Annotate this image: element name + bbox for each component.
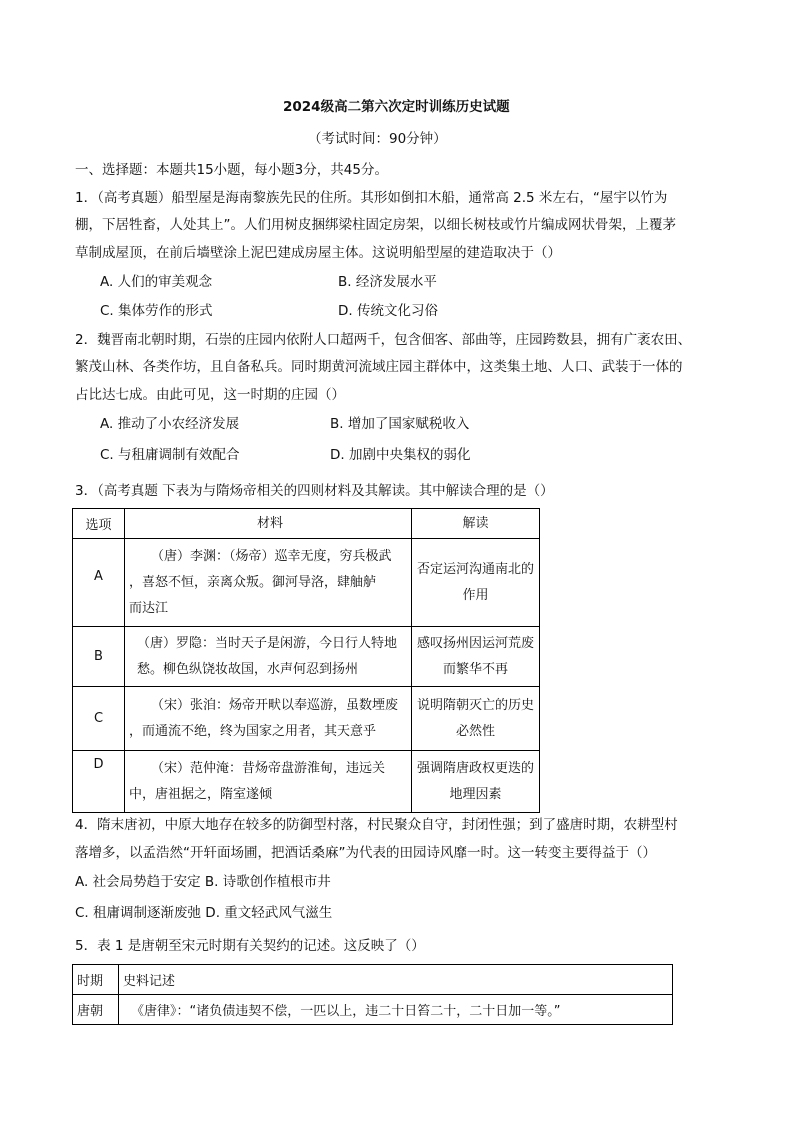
exam-time: （考试时间：90分钟） <box>308 131 447 147</box>
table-row <box>73 751 540 813</box>
q5-table <box>72 964 673 1025</box>
material-line: 而达江 <box>129 600 169 616</box>
row-material <box>125 687 412 751</box>
q1-option-c[interactable]: C. 集体劳作的形式 <box>100 303 213 319</box>
row-option: D <box>73 751 125 813</box>
reading-line: 地理因素 <box>449 786 502 802</box>
q1-line: 棚，下居牲畜，人处其上”。人们用树皮捆绑梁柱固定房架，以细长树枝或竹片编成网状骨架，上覆茅 <box>75 217 676 233</box>
table-row <box>73 687 540 751</box>
reading-line: 感叹扬州因运河荒废 <box>416 635 534 651</box>
table-row <box>73 627 540 687</box>
row-reading <box>412 751 540 813</box>
reading-line: 说明隋朝灭亡的历史 <box>416 697 534 713</box>
q2-option-b[interactable]: B. 增加了国家赋税收入 <box>330 416 470 432</box>
table-row <box>73 995 673 1025</box>
q5-stem: 5．表 1 是唐朝至宋元时期有关契约的记述。这反映了（） <box>75 938 425 954</box>
reading-line: 作用 <box>462 587 489 603</box>
q4-line: 落增多，以孟浩然“开轩面场圃，把酒话桑麻”为代表的田园诗风靡一时。这一转变主要得益于（） <box>75 845 656 861</box>
q2-line: 繁茂山林、各类作坊，且自备私兵。同时期黄河流域庄园主群体中，这类集土地、人口、武装于一体的 <box>75 359 683 375</box>
material-line: ，而通流不绝，终为国家之用者，其天意乎 <box>129 723 377 739</box>
q4-line: 4．隋末唐初，中原大地存在较多的防御型村落，村民聚众自守，封闭性强；到了盛唐时期，农耕型村 <box>75 817 678 833</box>
q2-line: 2．魏晋南北朝时期，石崇的庄园内依附人口超两千，包含佃客、部曲等，庄园跨数县，拥有广袤农田、 <box>75 332 692 348</box>
table-row <box>73 965 673 995</box>
q2-option-a[interactable]: A. 推动了小农经济发展 <box>100 416 240 432</box>
material-line: （唐）罗隐：当时天子是闲游，今日行人特地 <box>137 635 398 651</box>
table-header: 时期 <box>73 965 119 995</box>
q4-options-row[interactable]: A. 社会局势趋于安定 B. 诗歌创作植根市井 <box>75 874 331 890</box>
reading-line: 而繁华不再 <box>442 661 508 677</box>
material-line: 愁。柳色纵饶妆故国，水声何忍到扬州 <box>137 661 359 677</box>
q2-line: 占比达七成。由此可见，这一时期的庄园（） <box>75 387 345 403</box>
row-reading <box>412 627 540 687</box>
q1-option-a[interactable]: A. 人们的审美观念 <box>100 274 213 290</box>
record-cell: 《唐律》：“诸负债违契不偿，一匹以上，违二十日笞二十，二十日加一等。” <box>119 995 673 1025</box>
row-material <box>125 539 412 627</box>
material-line: ，喜怒不恒，亲离众叛。御河导洛，肆舳舻 <box>129 574 377 590</box>
q2-option-d[interactable]: D. 加剧中央集权的弱化 <box>330 447 471 463</box>
row-reading <box>412 539 540 627</box>
period-cell: 唐朝 <box>73 995 119 1025</box>
material-line: 中，唐祖据之，隋室遂倾 <box>129 786 273 802</box>
table-header: 解读 <box>412 509 540 539</box>
row-option: B <box>73 627 125 687</box>
material-line: （宋）张洎：炀帝开畎以奉巡游，虽数堙废 <box>151 697 399 713</box>
q1-option-d[interactable]: D. 传统文化习俗 <box>338 303 438 319</box>
reading-line: 强调隋唐政权更迭的 <box>416 760 534 776</box>
row-material <box>125 751 412 813</box>
q1-line: 1．（高考真题）船型屋是海南黎族先民的住所。其形如倒扣木船，通常高 2.5 米左右，“屋宇以竹为 <box>75 190 668 206</box>
q2-option-c[interactable]: C. 与租庸调制有效配合 <box>100 447 240 463</box>
table-header: 材料 <box>125 509 412 539</box>
exam-title: 2024级高二第六次定时训练历史试题 <box>283 99 510 115</box>
q1-line: 草制成屋顶，在前后墙壁涂上泥巴建成房屋主体。这说明船型屋的建造取决于（） <box>75 245 561 261</box>
reading-line: 必然性 <box>455 723 495 739</box>
row-material <box>125 627 412 687</box>
q3-stem: 3．（高考真题 下表为与隋炀帝相关的四则材料及其解读。其中解读合理的是（） <box>75 483 554 499</box>
table-header: 选项 <box>73 509 125 539</box>
material-line: （宋）范仲淹：昔炀帝盘游淮甸，违远关 <box>151 760 386 776</box>
q4-options-row[interactable]: C. 租庸调制逐渐废弛 D. 重文轻武风气滋生 <box>75 905 333 921</box>
section-heading: 一、选择题：本题共15小题，每小题3分，共45分。 <box>75 162 388 178</box>
row-reading <box>412 687 540 751</box>
q1-option-b[interactable]: B. 经济发展水平 <box>338 274 437 290</box>
table-row <box>73 539 540 627</box>
q3-table <box>72 508 540 813</box>
table-header: 史料记述 <box>119 965 673 995</box>
material-line: （唐）李渊：（炀帝）巡幸无度，穷兵极武 <box>151 548 392 564</box>
row-option: C <box>73 687 125 751</box>
row-option: A <box>73 539 125 627</box>
reading-line: 否定运河沟通南北的 <box>416 561 534 577</box>
